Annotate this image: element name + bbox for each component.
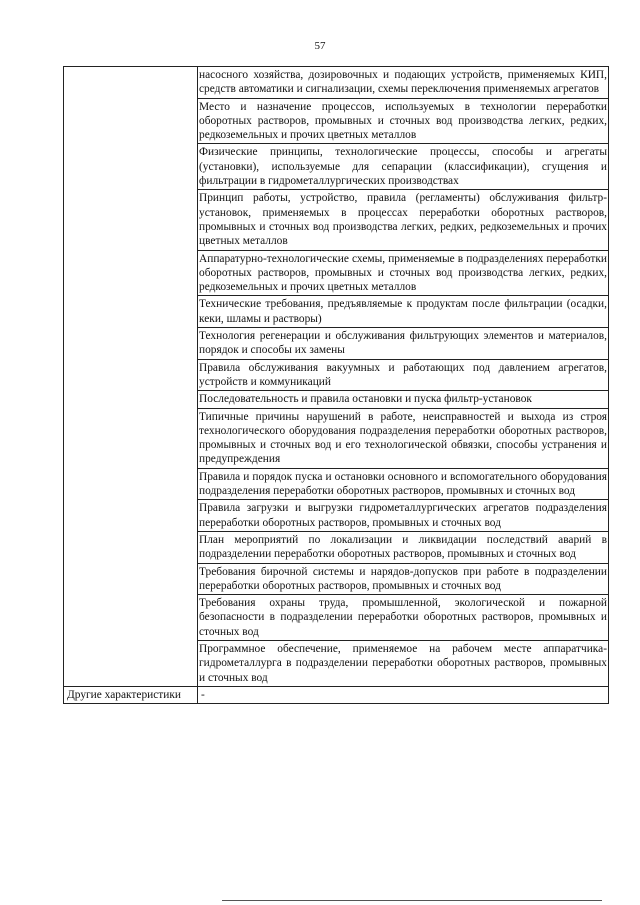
requirement-item: Последовательность и правила остановки и пуска фильтр-установок [198,390,608,407]
requirements-cell [198,67,609,687]
bottom-divider [222,900,602,901]
table-row-knowledge [64,67,609,687]
requirement-item: Правила загрузки и выгрузки гидрометаллургических агрегатов подразделения переработки оборотных растворов, промывных и сточных вод [198,499,608,531]
requirements-list [198,67,608,686]
requirement-item: План мероприятий по локализации и ликвидации последствий аварий в подразделении переработки оборотных растворов, промывных и сточных вод [198,531,608,563]
requirement-item: Требования охраны труда, промышленной, экологической и пожарной безопасности в подразделении переработки оборотных растворов, промывных и сточных вод [198,594,608,640]
requirement-item: Место и назначение процессов, используемых в технологии переработки оборотных растворов, промывных и сточных вод производства легких, редких, редкоземельных и прочих цветных металлов [198,98,608,144]
empty-label-cell [64,67,198,687]
requirement-item: насосного хозяйства, дозировочных и подающих устройств, применяемых КИП, средств автоматики и сигнализации, схемы переключения применяемых агрегатов [199,69,607,96]
requirement-item: Принцип работы, устройство, правила (регламенты) обслуживания фильтр-установок, применяемых в процессах переработки оборотных растворов, промывных и сточных вод производства легких, редких, редкоземельных и прочих цветных металлов [198,189,608,249]
requirement-item: Правила обслуживания вакуумных и работающих под давлением агрегатов, устройств и коммуникаций [198,359,608,391]
requirement-item: Технические требования, предъявляемые к продуктам после фильтрации (осадки, кеки, шламы и растворы) [198,295,608,327]
page-number: 57 [314,40,326,52]
requirement-item: Физические принципы, технологические процессы, способы и агрегаты (установки), используемые для сепарации (классификации), сгущения и фильтрации в гидрометаллургических производствах [198,143,608,189]
other-characteristics-value: - [198,686,609,703]
requirement-item: Программное обеспечение, применяемое на рабочем месте аппаратчика-гидрометаллурга в подразделении переработки оборотных растворов, промывных и сточных вод [198,640,608,686]
requirement-item: Правила и порядок пуска и остановки основного и вспомогательного оборудования подразделения переработки оборотных растворов, промывных и сточных вод [198,468,608,500]
other-characteristics-label: Другие характеристики [64,686,198,703]
knowledge-requirements-table [63,66,609,704]
requirement-item: Требования бирочной системы и нарядов-допусков при работе в подразделении переработки оборотных растворов, промывных и сточных вод [198,563,608,595]
table-row-other [64,686,609,703]
requirement-item: Аппаратурно-технологические схемы, применяемые в подразделениях переработки оборотных растворов, промывных и сточных вод производства легких, редких, редкоземельных и прочих цветных металлов [198,250,608,296]
requirement-item: Типичные причины нарушений в работе, неисправностей и выхода из строя технологического оборудования подразделения переработки оборотных растворов, промывных и сточных вод и его технологической обвязки, способы устранения и предупреждения [198,408,608,468]
requirement-item: Технология регенерации и обслуживания фильтрующих элементов и материалов, порядок и способы их замены [198,327,608,359]
